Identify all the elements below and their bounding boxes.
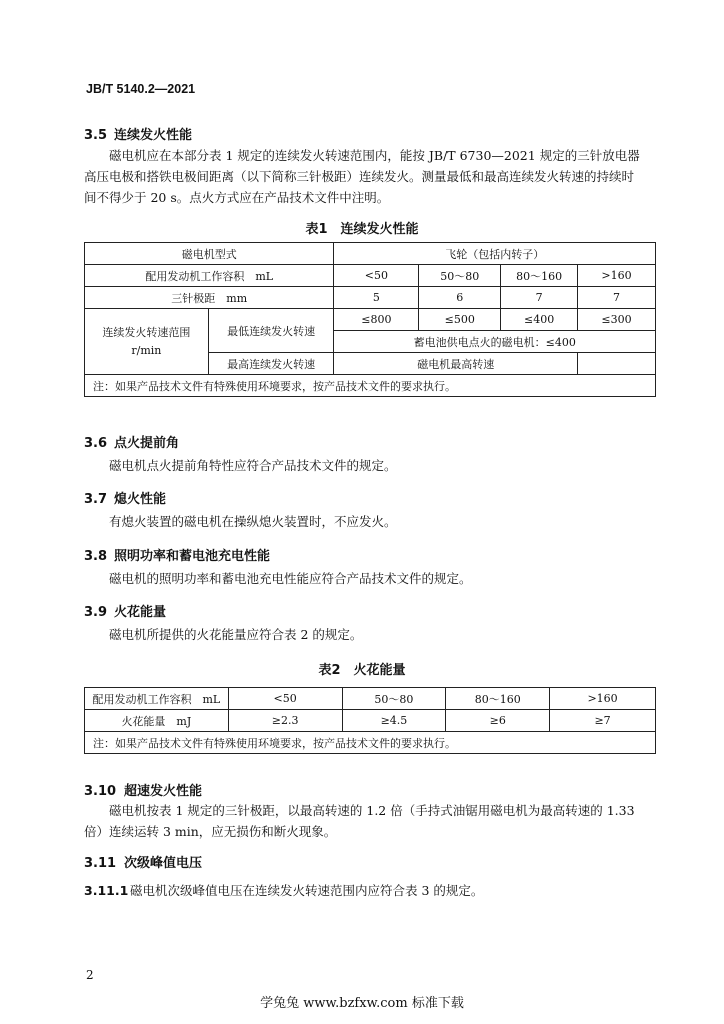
section-3-5-heading: 3.5 连续发火性能 <box>84 128 193 143</box>
t1-min-cell: ≤400 <box>501 309 578 331</box>
t2-energy-cell: ≥7 <box>550 710 656 732</box>
section-3-9-heading: 3.9 火花能量 <box>84 605 167 620</box>
t1-type-label: 磁电机型式 <box>85 243 334 265</box>
t1-min-cell: ≤300 <box>578 309 656 331</box>
t2-energy-cell: ≥2.3 <box>228 710 342 732</box>
section-3-8-heading: 3.8 照明功率和蓄电池充电性能 <box>84 549 271 564</box>
section-3-9-text: 磁电机所提供的火花能量应符合表 2 的规定。 <box>109 627 363 642</box>
t2-note: 注：如果产品技术文件有特殊使用环境要求，按产品技术文件的要求执行。 <box>85 732 656 754</box>
t1-capacity-cell: 50～80 <box>419 265 501 287</box>
table1-caption: 表1 连续发火性能 <box>305 222 419 237</box>
table1 <box>84 242 656 397</box>
table2 <box>84 687 656 754</box>
page-number: 2 <box>86 968 94 982</box>
section-3-11-heading: 3.11 次级峰值电压 <box>84 856 203 871</box>
t1-capacity-label: 配用发动机工作容积 mL <box>85 265 334 287</box>
t1-max-empty <box>578 353 656 375</box>
t2-energy-cell: ≥6 <box>446 710 550 732</box>
t1-gap-cell: 7 <box>578 287 656 309</box>
t2-energy-cell: ≥4.5 <box>342 710 446 732</box>
footer-watermark: 学兔兔 www.bzfxw.com 标准下载 <box>260 996 464 1011</box>
section-3-6-heading: 3.6 点火提前角 <box>84 436 180 451</box>
section-3-8-text: 磁电机的照明功率和蓄电池充电性能应符合产品技术文件的规定。 <box>109 571 472 586</box>
table2-caption: 表2 火花能量 <box>318 663 406 678</box>
t2-capacity-cell: >160 <box>550 688 656 710</box>
section-3-7-heading: 3.7 熄火性能 <box>84 492 167 507</box>
t2-capacity-cell: 50～80 <box>342 688 446 710</box>
t1-note: 注：如果产品技术文件有特殊使用环境要求，按产品技术文件的要求执行。 <box>85 375 656 397</box>
section-3-10-text: 磁电机按表 1 规定的三针极距，以最高转速的 1.2 倍（手持式油锯用磁电机为最高转速的 1.33 倍）连续运转 3 min，应无损伤和断火现象。 <box>84 803 635 839</box>
t1-min-cell: ≤500 <box>419 309 501 331</box>
t1-gap-cell: 7 <box>501 287 578 309</box>
standard-code: JB/T 5140.2—2021 <box>86 82 196 96</box>
section-3-10-heading: 3.10 超速发火性能 <box>84 784 203 799</box>
t1-min-cell: ≤800 <box>334 309 419 331</box>
t1-min-label: 最低连续发火转速 <box>208 309 334 353</box>
section-3-7-text: 有熄火装置的磁电机在操纵熄火装置时，不应发火。 <box>109 514 397 529</box>
t1-gap-cell: 6 <box>419 287 501 309</box>
t2-energy-label: 火花能量 mJ <box>85 710 229 732</box>
t2-capacity-cell: <50 <box>228 688 342 710</box>
t2-capacity-cell: 80～160 <box>446 688 550 710</box>
t1-type-value: 飞轮（包括内转子） <box>334 243 656 265</box>
t1-battery-cell: 蓄电池供电点火的磁电机：≤400 <box>334 331 656 353</box>
t1-capacity-cell: 80～160 <box>501 265 578 287</box>
t1-capacity-cell: >160 <box>578 265 656 287</box>
t1-gap-cell: 5 <box>334 287 419 309</box>
t2-capacity-label: 配用发动机工作容积 mL <box>85 688 229 710</box>
section-3-5-text: 磁电机应在本部分表 1 规定的连续发火转速范围内，能按 JB/T 6730—2021 规定的三针放电器高压电极和搭铁电极间距离（以下简称三针极距）连续发火。测量最低和最高连续发火转速的持续时间不得少于 20 s。点火方式应在产品技术文件中注明。 <box>84 148 640 205</box>
section-3-6-text: 磁电机点火提前角特性应符合产品技术文件的规定。 <box>109 458 397 473</box>
section-3-11-1-text: 3.11.1 磁电机次级峰值电压在连续发火转速范围内应符合表 3 的规定。 <box>84 883 484 898</box>
t1-max-value: 磁电机最高转速 <box>334 353 578 375</box>
t1-max-label: 最高连续发火转速 <box>208 353 334 375</box>
t1-range-label: 连续发火转速范围 r/min <box>85 309 209 375</box>
t1-gap-label: 三针极距 mm <box>85 287 334 309</box>
t1-capacity-cell: <50 <box>334 265 419 287</box>
